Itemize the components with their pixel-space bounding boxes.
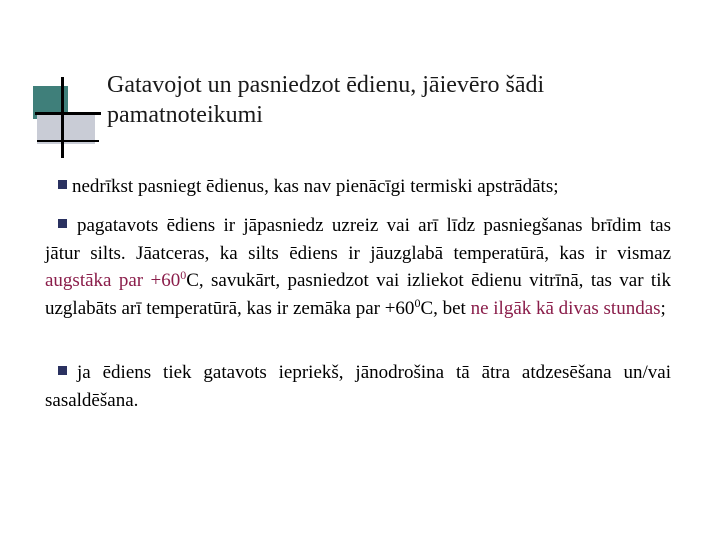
list-item-text: nedrīkst pasniegt ēdienus, kas nav pienācīgi termiski apstrādāts;	[72, 176, 559, 197]
ornament-horizontal-line	[35, 112, 101, 115]
list-item-text: C, savukārt, pasniedzot vai izliekot ēdienu vitrīnā, tas var tik uzglabāts arī temperatūrā, kas ir zemāka par +60	[45, 270, 671, 319]
ornament-vertical-line	[61, 77, 64, 158]
list-item-text: ;	[660, 297, 666, 319]
list-item	[58, 173, 678, 201]
slide-title	[107, 70, 677, 130]
highlight-temperature-text: augstāka par +60	[45, 270, 181, 291]
square-bullet-icon	[58, 366, 67, 375]
list-item-text: C, bet	[420, 297, 471, 319]
square-bullet-icon	[58, 180, 67, 189]
degree-superscript: 0	[180, 268, 187, 282]
list-item-text: pagatavots ēdiens ir jāpasniedz uzreiz vai arī līdz pasniegšanas brīdim tas jātur silts. Jāatceras, ka silts ēdiens ir jāuzglabā temperatūrā, kas ir vismaz	[45, 215, 671, 264]
list-item	[45, 212, 671, 322]
highlight-duration: ne ilgāk kā divas stundas	[470, 297, 661, 319]
slide-title-line2: pamatnoteikumi	[107, 102, 263, 128]
list-item	[45, 359, 671, 414]
list-item-text: ja ēdiens tiek gatavots iepriekš, jānodrošina tā ātra atdzesēšana un/vai sasaldēšana.	[45, 362, 671, 411]
highlight-temperature	[45, 270, 186, 291]
ornament-bottom-line	[37, 140, 99, 142]
slide-title-line1: Gatavojot un pasniedzot ēdienu, jāievēro šādi	[107, 72, 545, 98]
square-bullet-icon	[58, 219, 67, 228]
degree-superscript: 0	[414, 295, 421, 310]
